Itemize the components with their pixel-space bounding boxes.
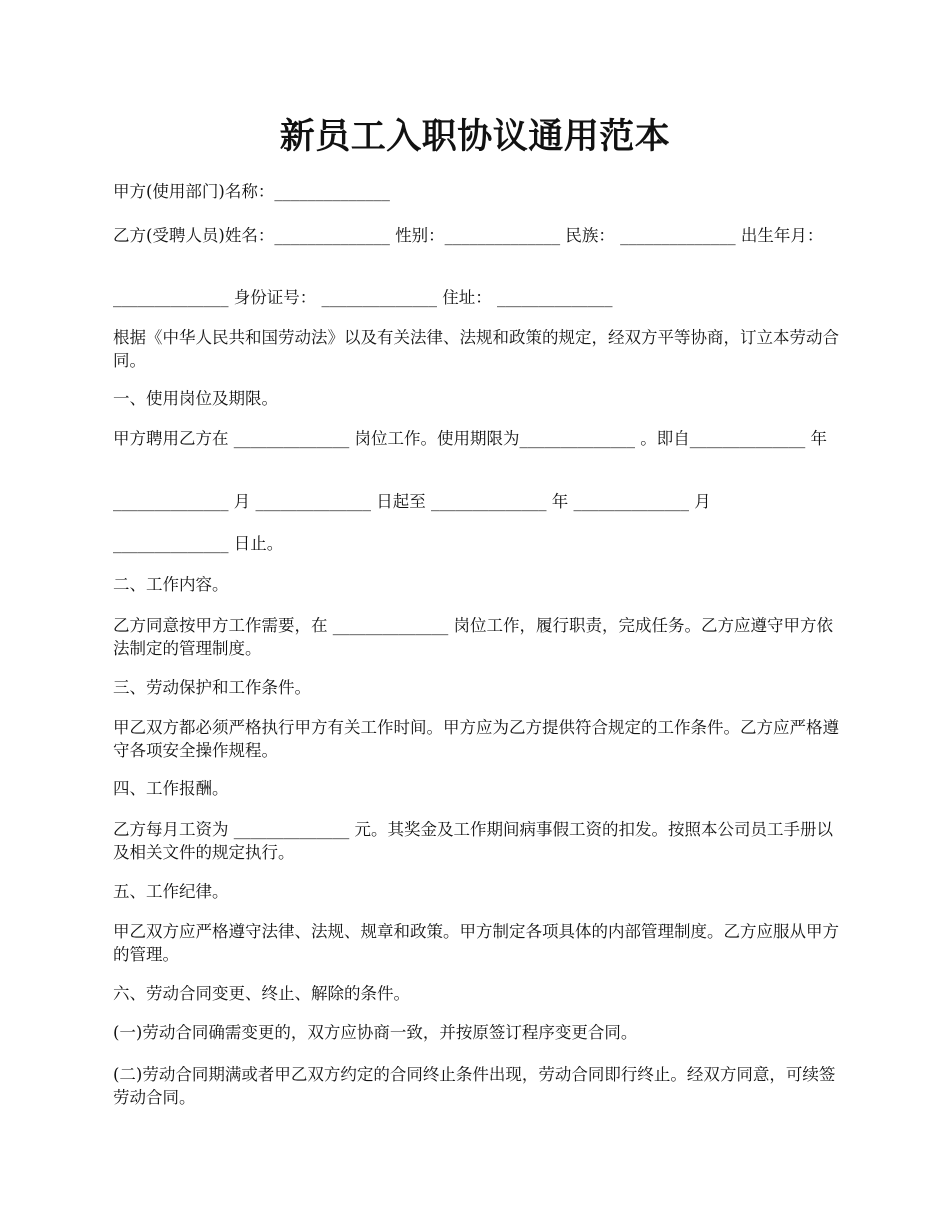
section-1-term-line: 甲方聘用乙方在 ______________ 岗位工作。使用期限为______________ 。即自______________ 年 [113,429,827,448]
section-3-heading: 三、劳动保护和工作条件。 [113,678,311,697]
section-2-heading: 二、工作内容。 [113,575,229,594]
section-3-paragraph: 甲乙双方都必须严格执行甲方有关工作时间。甲方应为乙方提供符合规定的工作条件。乙方应严格遵守各项安全操作规程。 [113,718,839,760]
document-title: 新员工入职协议通用范本 [279,116,671,157]
party-b-info-line: 乙方(受聘人员)姓名：______________ 性别：______________ 民族： ______________ 出生年月： [113,226,824,245]
section-6-item-1: (一)劳动合同确需变更的，双方应协商一致，并按原签订程序变更合同。 [113,1023,638,1042]
party-a-name-line: 甲方(使用部门)名称：______________ [113,182,390,201]
preamble-paragraph: 根据《中华人民共和国劳动法》以及有关法律、法规和政策的规定，经双方平等协商，订立本劳动合同。 [113,328,839,370]
section-1-date-line: ______________ 月 ______________ 日起至 ______________ 年 ______________ 月 [113,492,711,511]
section-1-end-line: ______________ 日止。 [113,534,284,553]
section-6-heading: 六、劳动合同变更、终止、解除的条件。 [113,984,410,1003]
section-4-heading: 四、工作报酬。 [113,779,229,798]
section-4-paragraph: 乙方每月工资为 ______________ 元。其奖金及工作期间病事假工资的扣发。按照本公司员工手册以及相关文件的规定执行。 [113,820,833,862]
section-5-heading: 五、工作纪律。 [113,882,229,901]
section-1-heading: 一、使用岗位及期限。 [113,389,278,408]
section-2-paragraph: 乙方同意按甲方工作需要，在 ______________ 岗位工作，履行职责，完成任务。乙方应遵守甲方依法制定的管理制度。 [113,616,833,658]
section-6-item-2: (二)劳动合同期满或者甲乙双方约定的合同终止条件出现，劳动合同即行终止。经双方同意，可续签劳动合同。 [113,1065,836,1107]
party-b-id-address-line: ______________ 身份证号： ______________ 住址： ______________ [113,288,613,307]
section-5-paragraph: 甲乙双方应严格遵守法律、法规、规章和政策。甲方制定各项具体的内部管理制度。乙方应服从甲方的管理。 [113,922,839,964]
